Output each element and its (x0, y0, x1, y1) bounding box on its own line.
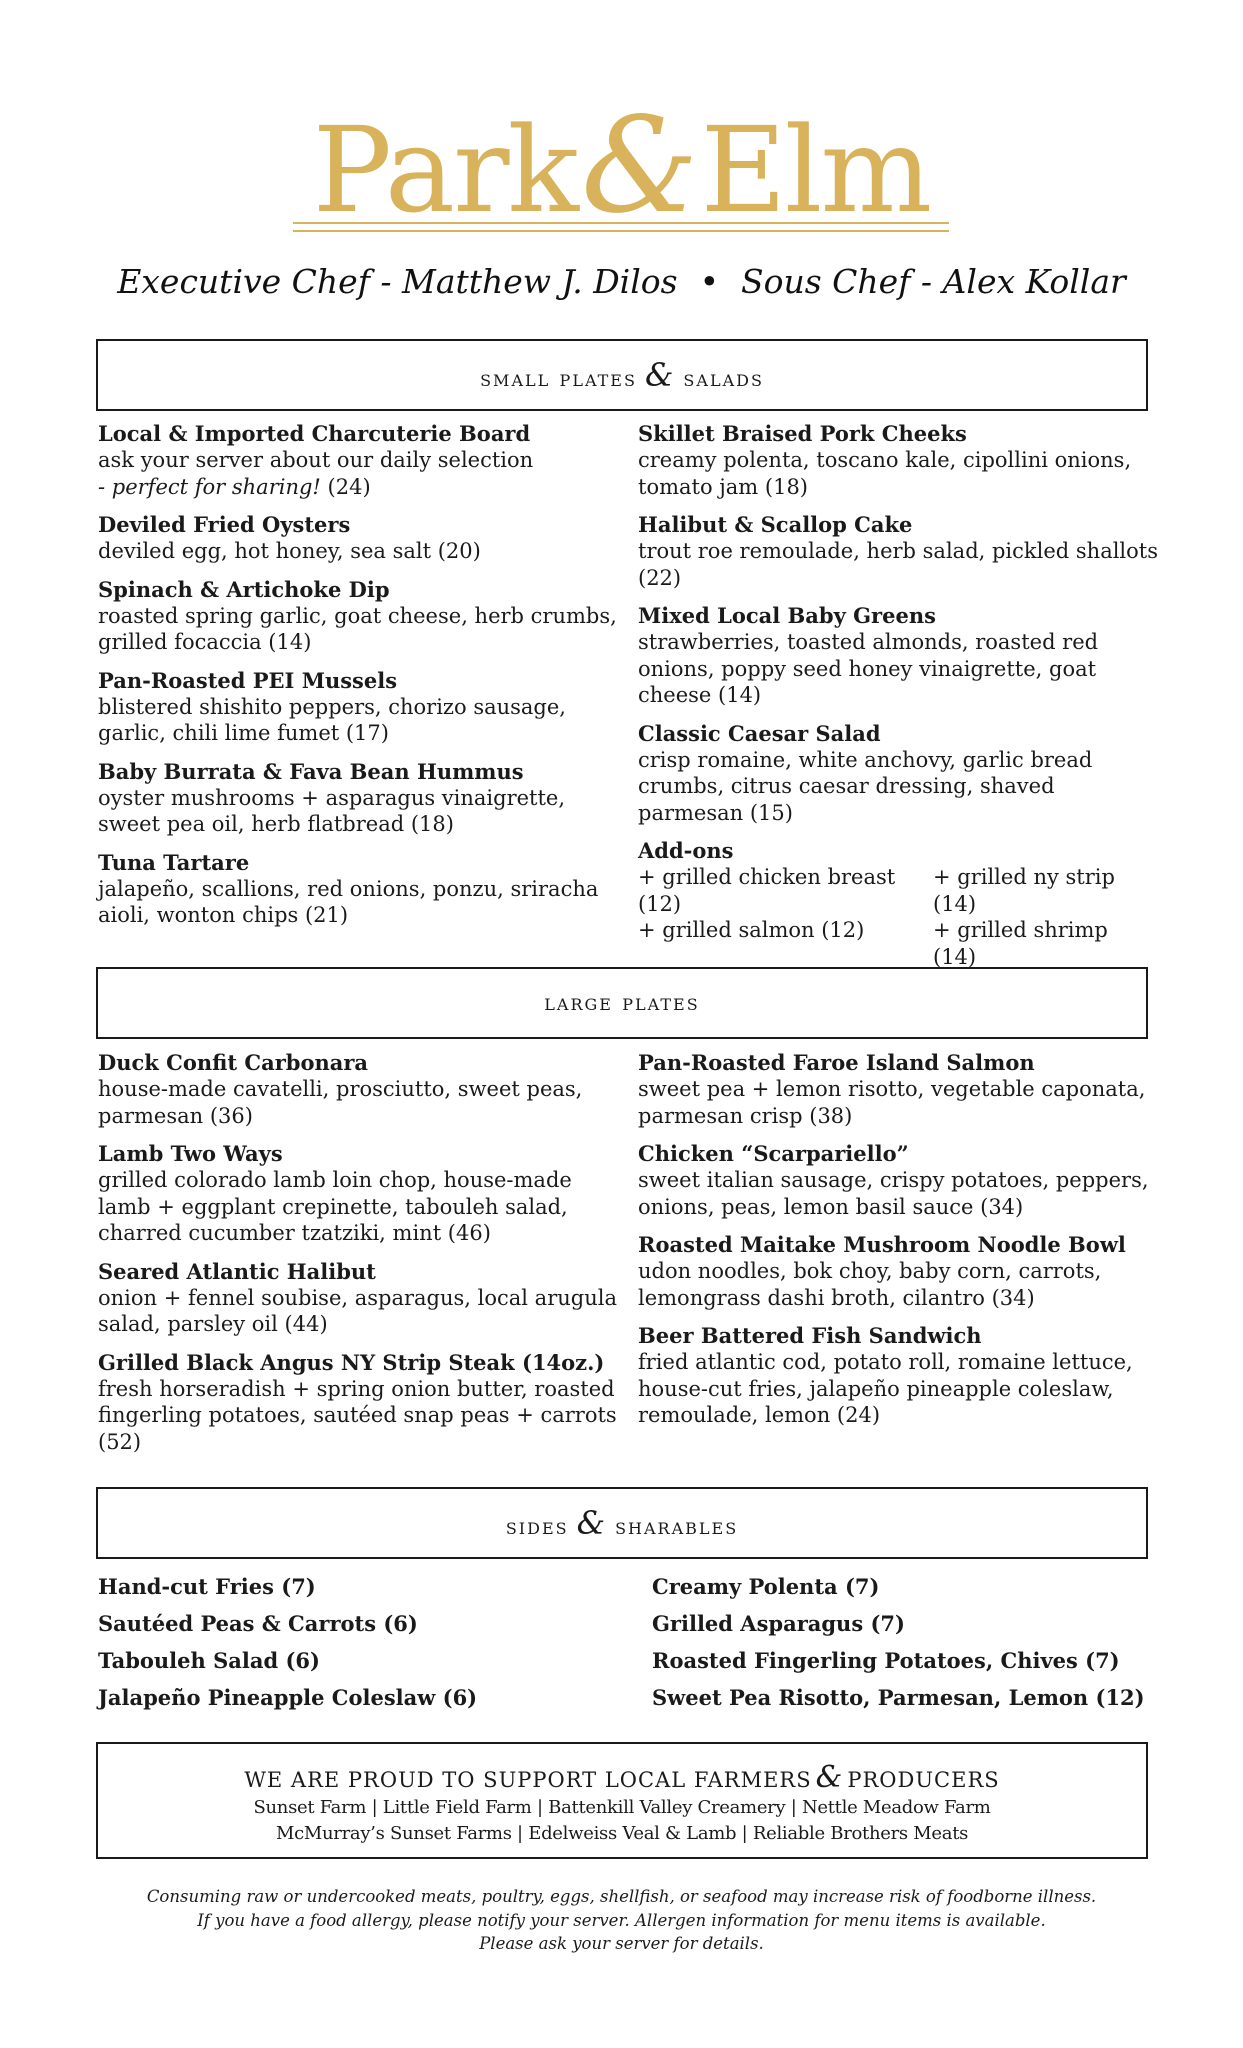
addon-item: + grilled salmon (12) (638, 918, 865, 942)
logo-rule-bottom (293, 230, 949, 232)
menu-item (98, 1259, 618, 1338)
addon-item: + grilled shrimp (14) (933, 918, 1108, 969)
allergy-disclaimer (0, 1885, 1243, 1956)
addons-grid (638, 864, 1158, 970)
menu-item (638, 512, 1158, 591)
item-name: Skillet Braised Pork Cheeks (638, 421, 967, 446)
section-title-right: sharables (615, 1514, 739, 1540)
item-name: Mixed Local Baby Greens (638, 603, 936, 628)
disclaimer-line: Please ask your server for details. (479, 1934, 764, 1953)
side-item: Hand-cut Fries (7) (98, 1574, 316, 1599)
side-item: Tabouleh Salad (6) (98, 1648, 320, 1673)
item-name: Lamb Two Ways (98, 1141, 283, 1166)
item-name: Baby Burrata & Fava Bean Hummus (98, 758, 524, 784)
disclaimer-line: Consuming raw or undercooked meats, poultry, eggs, shellfish, or seafood may increase risk of foodborne illness. (146, 1887, 1097, 1906)
section-title-amp: & (576, 1504, 608, 1542)
item-description (98, 447, 618, 500)
item-description-line: ask your server about our daily selection (98, 448, 534, 472)
menu-item (98, 1350, 618, 1456)
item-name: Pan-Roasted Faroe Island Salmon (638, 1050, 1035, 1075)
item-name: Seared Atlantic Halibut (98, 1258, 376, 1284)
menu-item (638, 1050, 1158, 1129)
menu-item (98, 421, 618, 500)
section-title (480, 356, 764, 394)
item-description: creamy polenta, toscano kale, cipollini onions, tomato jam (18) (638, 448, 1132, 499)
item-name: Classic Caesar Salad (638, 720, 881, 746)
item-description: onion + fennel soubise, asparagus, local arugula salad, parsley oil (44) (98, 1285, 617, 1336)
item-price: (24) (320, 474, 371, 499)
item-description: blistered shishito peppers, chorizo sausage, garlic, chili lime fumet (17) (98, 694, 566, 745)
restaurant-logo (0, 89, 1243, 243)
addons-title: Add-ons (638, 838, 734, 863)
item-name: Halibut & Scallop Cake (638, 512, 913, 537)
item-description: oyster mushrooms + asparagus vinaigrette, sweet pea oil, herb flatbread (18) (98, 785, 566, 836)
farmers-title (98, 1760, 1146, 1795)
item-description: fried atlantic cod, potato roll, romaine lettuce, house-cut fries, jalapeño pineapple coleslaw, remoulade, lemon (24) (638, 1350, 1133, 1427)
menu-item (638, 1232, 1158, 1311)
item-description: roasted spring garlic, goat cheese, herb crumbs, grilled focaccia (14) (98, 603, 617, 654)
item-description: udon noodles, bok choy, baby corn, carrots, lemongrass dashi broth, cilantro (34) (638, 1259, 1102, 1310)
menu-item (638, 603, 1158, 709)
addons-block (638, 838, 1158, 970)
menu-item (98, 850, 618, 929)
section-header-sides (96, 1487, 1148, 1559)
logo-ampersand: & (581, 89, 697, 243)
section-title-amp: & (644, 356, 676, 394)
side-item: Sautéed Peas & Carrots (6) (98, 1611, 418, 1636)
farmers-list-line: McMurray’s Sunset Farms | Edelweiss Veal & Lamb | Reliable Brothers Meats (275, 1823, 969, 1844)
small-plates-right-column (638, 421, 1158, 982)
item-note: - perfect for sharing! (98, 474, 321, 499)
disclaimer-line: If you have a food allergy, please notify your server. Allergen information for menu items is available. (197, 1910, 1046, 1930)
item-name: Tuna Tartare (98, 849, 250, 875)
item-name: Chicken “Scarpariello” (638, 1141, 909, 1166)
logo-word-elm: Elm (700, 101, 931, 239)
section-title-left: sides (505, 1514, 569, 1540)
farmers-list-line: Sunset Farm | Little Field Farm | Battenkill Valley Creamery | Nettle Meadow Farm (253, 1797, 991, 1818)
item-name: Deviled Fried Oysters (98, 512, 351, 537)
menu-item (638, 721, 1158, 827)
side-item: Grilled Asparagus (7) (652, 1611, 905, 1636)
menu-item (98, 1050, 618, 1129)
item-name: Local & Imported Charcuterie Board (98, 421, 531, 446)
logo-rule-top (293, 222, 949, 224)
menu-item (98, 668, 618, 747)
chef-separator: • (699, 262, 720, 301)
side-item: Roasted Fingerling Potatoes, Chives (7) (652, 1648, 1120, 1673)
chef-credits (0, 262, 1243, 301)
menu-item (98, 512, 618, 565)
item-description: sweet italian sausage, crispy potatoes, peppers, onions, peas, lemon basil sauce (34) (638, 1168, 1149, 1219)
addon-item: + grilled chicken breast (12) (638, 865, 896, 916)
section-header-small-plates (96, 339, 1148, 411)
sous-chef: Sous Chef - Alex Kollar (741, 262, 1126, 301)
farmers-title-right: PRODUCERS (847, 1768, 1000, 1792)
item-description: strawberries, toasted almonds, roasted red onions, poppy seed honey vinaigrette, goat cheese (14) (638, 630, 1099, 707)
farmers-title-amp: & (815, 1760, 844, 1795)
sides-left-list (98, 1568, 477, 1716)
menu-item (638, 421, 1158, 500)
side-item: Creamy Polenta (7) (652, 1574, 880, 1599)
large-plates-left-column (98, 1050, 618, 1467)
addon-item: + grilled ny strip (14) (933, 865, 1115, 916)
item-description: fresh horseradish + spring onion butter, roasted fingerling potatoes, sautéed snap peas + carrots (52) (98, 1376, 617, 1454)
item-description: grilled colorado lamb loin chop, house-made lamb + eggplant crepinette, tabouleh salad, charred cucumber tzatziki, mint (46) (98, 1168, 572, 1245)
section-title: large plates (544, 990, 700, 1016)
logo-word-park: Park (312, 101, 578, 239)
side-item: Sweet Pea Risotto, Parmesan, Lemon (12) (652, 1685, 1145, 1710)
section-title (506, 1504, 738, 1542)
executive-chef: Executive Chef - Matthew J. Dilos (117, 262, 678, 301)
large-plates-right-column (638, 1050, 1158, 1441)
item-name: Beer Battered Fish Sandwich (638, 1323, 982, 1348)
item-description: sweet pea + lemon risotto, vegetable caponata, parmesan crisp (38) (638, 1077, 1146, 1128)
menu-item (98, 759, 618, 838)
local-farmers-box (96, 1742, 1148, 1859)
side-item: Jalapeño Pineapple Coleslaw (6) (98, 1685, 478, 1710)
section-header-large-plates (96, 967, 1148, 1039)
menu-item (638, 1141, 1158, 1220)
item-name: Duck Confit Carbonara (98, 1050, 369, 1075)
menu-item (638, 1323, 1158, 1429)
small-plates-left-column (98, 421, 618, 941)
item-description: trout roe remoulade, herb salad, pickled shallots (22) (638, 539, 1159, 590)
item-description: crisp romaine, white anchovy, garlic bread crumbs, citrus caesar dressing, shaved parmesan (15) (638, 747, 1093, 825)
item-description: house-made cavatelli, prosciutto, sweet peas, parmesan (36) (98, 1077, 583, 1128)
menu-item (98, 1141, 618, 1247)
farmers-title-left: WE ARE PROUD TO SUPPORT LOCAL FARMERS (244, 1768, 812, 1792)
item-name: Pan-Roasted PEI Mussels (98, 667, 398, 693)
section-title-right: salads (683, 366, 764, 392)
sides-right-list (652, 1568, 1145, 1716)
section-title-left: small plates (480, 366, 637, 392)
item-name: Roasted Maitake Mushroom Noodle Bowl (638, 1232, 1126, 1257)
item-name: Spinach & Artichoke Dip (98, 576, 390, 602)
item-description: jalapeño, scallions, red onions, ponzu, sriracha aioli, wonton chips (21) (98, 876, 599, 927)
menu-item (98, 577, 618, 656)
item-name: Grilled Black Angus NY Strip Steak (14oz.) (98, 1349, 605, 1375)
item-description: deviled egg, hot honey, sea salt (20) (98, 539, 481, 563)
